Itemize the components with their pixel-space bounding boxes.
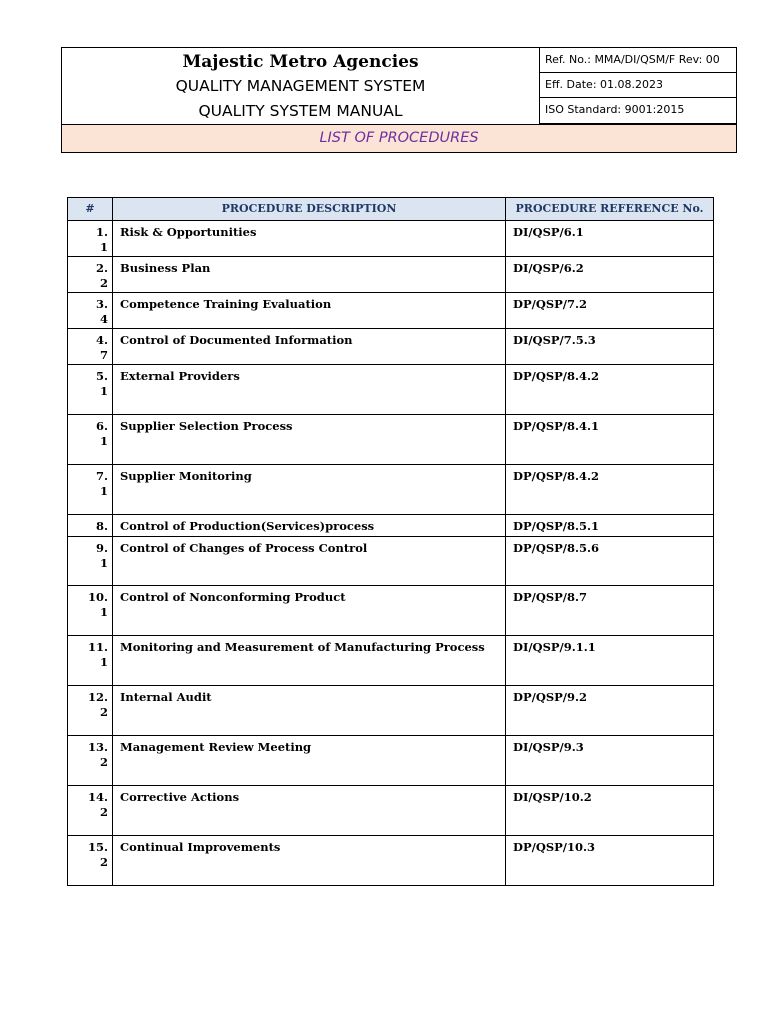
row-number-main: 6.	[95, 419, 108, 433]
procedure-description: Internal Audit	[113, 686, 506, 736]
row-number	[68, 736, 113, 786]
row-number-sub: 7	[99, 348, 108, 362]
procedure-description: Control of Nonconforming Product	[113, 586, 506, 636]
row-number	[68, 537, 113, 586]
iso-standard: ISO Standard: 9001:2015	[540, 98, 736, 124]
table-row	[68, 786, 714, 836]
table-row	[68, 736, 714, 786]
ref-number: Ref. No.: MMA/DI/QSM/F Rev: 00	[540, 48, 736, 73]
manual-title: QUALITY SYSTEM MANUAL	[198, 102, 403, 120]
procedure-description: Monitoring and Measurement of Manufacturing Process	[113, 636, 506, 686]
row-number	[68, 836, 113, 886]
procedure-description: Supplier Monitoring	[113, 465, 506, 515]
row-number-sub: 2	[99, 805, 108, 819]
row-number-main: 2.	[95, 261, 108, 275]
procedure-description: Business Plan	[113, 257, 506, 293]
column-header-reference: PROCEDURE REFERENCE No.	[506, 198, 714, 221]
row-number	[68, 415, 113, 465]
procedure-description: Supplier Selection Process	[113, 415, 506, 465]
procedure-reference: DP/QSP/8.4.2	[506, 465, 714, 515]
table-row	[68, 293, 714, 329]
row-number-main: 9.	[95, 541, 108, 555]
row-number-sub: 1	[99, 484, 108, 498]
column-header-description: PROCEDURE DESCRIPTION	[113, 198, 506, 221]
procedure-description: Control of Production(Services)process	[113, 515, 506, 537]
row-number-main: 15.	[87, 840, 108, 854]
procedure-reference: DI/QSP/6.2	[506, 257, 714, 293]
row-number-main: 14.	[87, 790, 108, 804]
column-header-number: #	[68, 198, 113, 221]
procedures-table	[67, 197, 714, 886]
row-number-main: 3.	[95, 297, 108, 311]
table-row	[68, 836, 714, 886]
row-number	[68, 586, 113, 636]
row-number-main: 1.	[95, 225, 108, 239]
row-number	[68, 365, 113, 415]
procedure-reference: DP/QSP/9.2	[506, 686, 714, 736]
procedure-description: Risk & Opportunities	[113, 221, 506, 257]
procedure-reference: DP/QSP/8.5.1	[506, 515, 714, 537]
procedure-reference: DP/QSP/7.2	[506, 293, 714, 329]
procedure-reference: DI/QSP/9.3	[506, 736, 714, 786]
row-number	[68, 257, 113, 293]
procedure-description: Management Review Meeting	[113, 736, 506, 786]
procedure-description: Control of Changes of Process Control	[113, 537, 506, 586]
row-number	[68, 636, 113, 686]
procedure-reference: DI/QSP/10.2	[506, 786, 714, 836]
row-number-sub: 1	[99, 240, 108, 254]
table-row	[68, 636, 714, 686]
table-row	[68, 465, 714, 515]
row-number-main: 13.	[87, 740, 108, 754]
procedure-reference: DI/QSP/6.1	[506, 221, 714, 257]
procedure-reference: DP/QSP/10.3	[506, 836, 714, 886]
row-number	[68, 686, 113, 736]
row-number-sub: 2	[99, 755, 108, 769]
procedure-reference: DP/QSP/8.5.6	[506, 537, 714, 586]
table-row	[68, 686, 714, 736]
row-number	[68, 465, 113, 515]
procedure-description: External Providers	[113, 365, 506, 415]
table-row	[68, 586, 714, 636]
table-body	[68, 221, 714, 886]
procedure-description: Control of Documented Information	[113, 329, 506, 365]
row-number-main: 10.	[87, 590, 108, 604]
table-row	[68, 365, 714, 415]
header-title-block	[62, 48, 540, 124]
company-name: Majestic Metro Agencies	[182, 52, 419, 72]
row-number-sub: 1	[99, 434, 108, 448]
procedure-description: Continual Improvements	[113, 836, 506, 886]
table-row	[68, 537, 714, 586]
row-number	[68, 329, 113, 365]
table-header-row	[68, 198, 714, 221]
procedure-reference: DP/QSP/8.7	[506, 586, 714, 636]
procedure-reference: DI/QSP/7.5.3	[506, 329, 714, 365]
table-row	[68, 515, 714, 537]
row-number-sub: 1	[99, 384, 108, 398]
row-number-main: 12.	[87, 690, 108, 704]
row-number-sub: 2	[99, 705, 108, 719]
row-number-sub: 4	[99, 312, 108, 326]
procedure-description: Corrective Actions	[113, 786, 506, 836]
procedure-reference: DP/QSP/8.4.2	[506, 365, 714, 415]
effective-date: Eff. Date: 01.08.2023	[540, 73, 736, 98]
row-number	[68, 786, 113, 836]
row-number-sub: 2	[99, 276, 108, 290]
row-number-sub: 1	[99, 605, 108, 619]
table-row	[68, 221, 714, 257]
procedure-reference: DI/QSP/9.1.1	[506, 636, 714, 686]
procedure-description: Competence Training Evaluation	[113, 293, 506, 329]
row-number-main: 4.	[95, 333, 108, 347]
row-number-main: 8.	[95, 519, 108, 533]
section-title: LIST OF PROCEDURES	[62, 124, 736, 152]
system-title: QUALITY MANAGEMENT SYSTEM	[175, 77, 426, 95]
row-number-main: 5.	[95, 369, 108, 383]
procedure-reference: DP/QSP/8.4.1	[506, 415, 714, 465]
document-header	[61, 47, 737, 153]
row-number-sub: 1	[99, 556, 108, 570]
table-row	[68, 329, 714, 365]
row-number-sub: 1	[99, 655, 108, 669]
row-number-main: 7.	[95, 469, 108, 483]
row-number-main: 11.	[87, 640, 108, 654]
row-number	[68, 515, 113, 537]
row-number-sub: 2	[99, 855, 108, 869]
table-row	[68, 415, 714, 465]
header-meta-block	[540, 48, 736, 124]
row-number	[68, 293, 113, 329]
table-row	[68, 257, 714, 293]
row-number	[68, 221, 113, 257]
